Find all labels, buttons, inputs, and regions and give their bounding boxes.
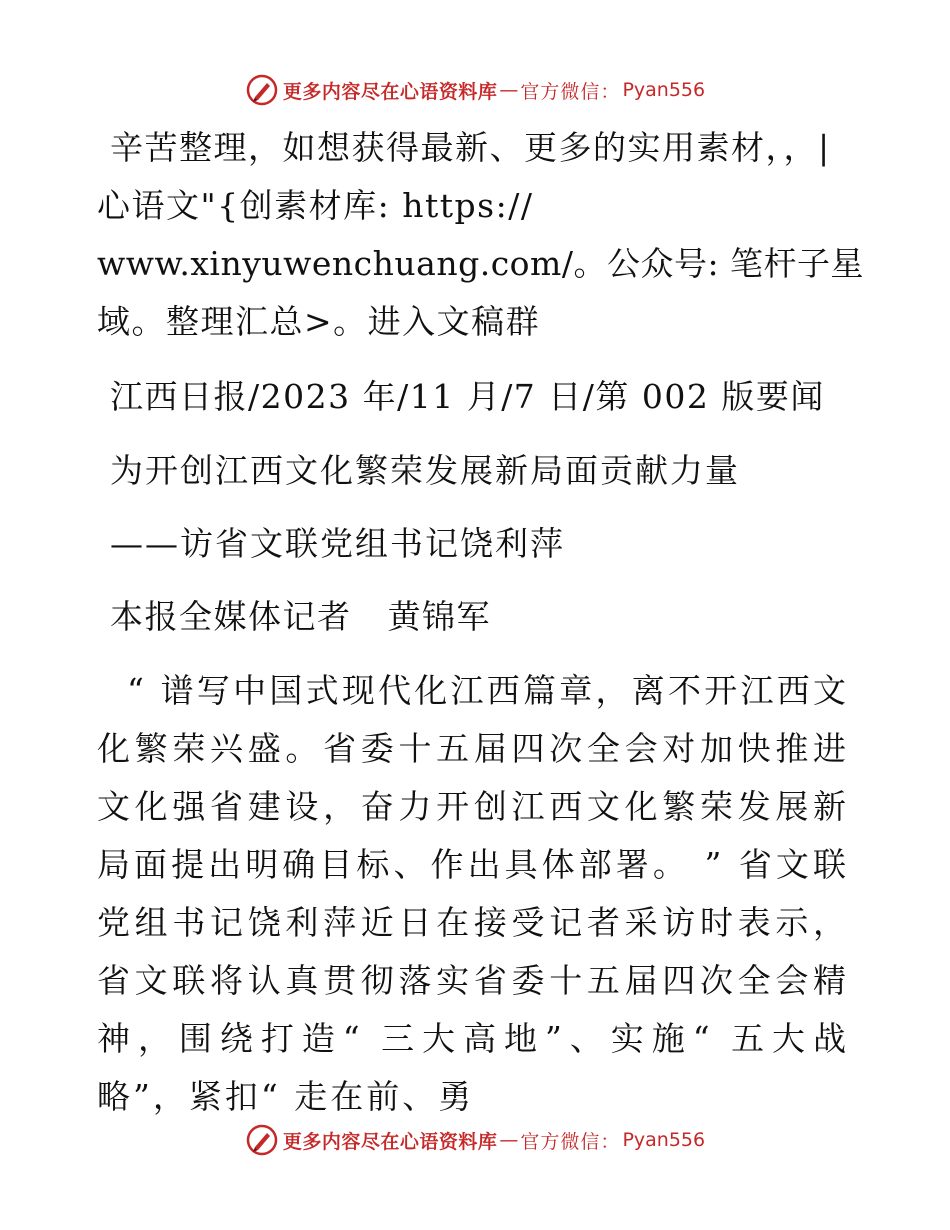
article-body: “ 谱写中国式现代化江西篇章，离不开江西文化繁荣兴盛。省委十五届四次全会对加快推进文化强省建设，奋力开创江西文化繁荣发展新局面提出明确目标、作出具体部署。 ” 省文联党组书记饶利萍近日在接受记者采访时表示，省文联将认真贯彻落实省委十五届四次全会精神，围绕打造“ 三大高地”、实施“ 五大战略”，紧扣“ 走在前、勇 bbox=[97, 671, 849, 1116]
watermark-banner-top bbox=[0, 70, 950, 110]
watermark-banner-bottom bbox=[0, 1120, 950, 1160]
article-subtitle: ——访省文联党组书记饶利萍 bbox=[110, 524, 565, 563]
watermark-text: 更多内容尽在心语资料库 bbox=[282, 1130, 498, 1153]
intro-line-1: 辛苦整理，如想获得最新、更多的实用素材，，| bbox=[110, 128, 831, 167]
intro-line-3: www.xinyuwenchuang.com/。公众号: 笔杆子星 bbox=[97, 244, 865, 283]
watermark-wechat-id: Pyan556 bbox=[622, 79, 706, 101]
watermark-wechat-id: Pyan556 bbox=[622, 1129, 706, 1151]
pen-logo-icon bbox=[245, 73, 279, 107]
intro-line-2: 心语文"{创素材库: https:// bbox=[97, 186, 534, 225]
watermark-dash: — bbox=[499, 79, 519, 101]
article-source: 江西日报/2023 年/11 月/7 日/第 002 版要闻 bbox=[110, 377, 825, 416]
watermark-wechat-label: 官方微信： bbox=[520, 80, 621, 103]
article-title: 为开创江西文化繁荣发展新局面贡献力量 bbox=[110, 451, 740, 490]
article-byline: 本报全媒体记者 黄锦军 bbox=[110, 597, 491, 636]
watermark-wechat-label: 官方微信： bbox=[520, 1130, 621, 1153]
intro-line-4: 域。整理汇总>。进入文稿群 bbox=[97, 302, 541, 341]
watermark-text: 更多内容尽在心语资料库 bbox=[282, 80, 498, 103]
pen-logo-icon bbox=[245, 1123, 279, 1157]
watermark-dash: — bbox=[499, 1129, 519, 1151]
